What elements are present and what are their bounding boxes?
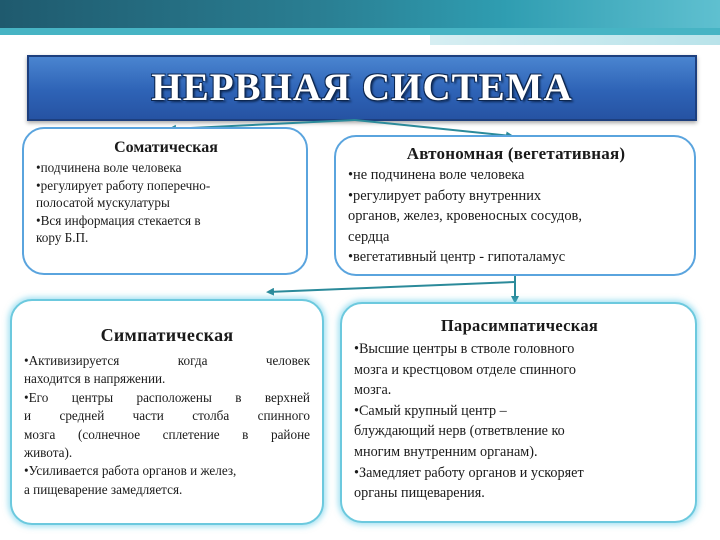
sympathetic-title: Симпатическая [100,325,234,345]
autonomic-item: •регулирует работу внутренних [348,187,542,204]
somatic-item: •Вся информация стекается в [36,212,201,228]
parasympathetic-box [340,302,697,523]
autonomic-item: •вегетативный центр - гипоталамус [348,249,566,265]
parasympathetic-title: Парасимпатическая [440,316,599,335]
autonomic-item: •не подчинена воле человека [348,167,525,183]
connector-to-autonomic [355,120,512,136]
sympathetic-item: •Его центры расположены в верхней [24,389,310,405]
autonomic-item: органов, желез, кровеносных сосудов, [348,208,582,224]
sympathetic-box [10,299,324,525]
somatic-box [22,127,308,275]
somatic-item: •подчинена воле человека [36,160,182,175]
connector-to-sympathetic [268,282,515,292]
somatic-title: Соматическая [114,139,218,156]
parasympathetic-item: мозга и крестцовом отделе спинного [354,361,576,378]
sympathetic-item: живота). [24,445,73,461]
parasympathetic-item: •Высшие центры в стволе головного [354,341,575,357]
sympathetic-item: •Активизируется когда человек [24,353,310,368]
parasympathetic-item: мозга. [354,382,392,399]
sympathetic-item: и средней части столба спинного [24,408,310,424]
parasympathetic-item: •Замедляет работу органов и ускоряет [354,464,584,481]
autonomic-title: Автономная (вегетативная) [406,144,626,163]
parasympathetic-item: блуждающий нерв (ответвление ко [354,423,565,440]
parasympathetic-item: органы пищеварения. [354,485,485,502]
sympathetic-item: •Усиливается работа органов и желез, [24,463,237,479]
autonomic-box [334,135,696,276]
parasympathetic-item: •Самый крупный центр – [354,402,507,419]
page-title: НЕРВНАЯ СИСТЕМА [151,66,573,109]
parasympathetic-item: многим внутренним органам). [354,443,538,460]
somatic-item: •регулирует работу поперечно- [36,177,211,193]
somatic-item: кору Б.П. [36,230,89,245]
sympathetic-item: находится в напряжении. [24,371,166,387]
sympathetic-item: а пищеварение замедляется. [24,481,183,497]
sympathetic-item: мозга (солнечное сплетение в районе [24,426,310,442]
somatic-item: полосатой мускулатуры [36,195,170,210]
autonomic-item: сердца [348,228,390,245]
